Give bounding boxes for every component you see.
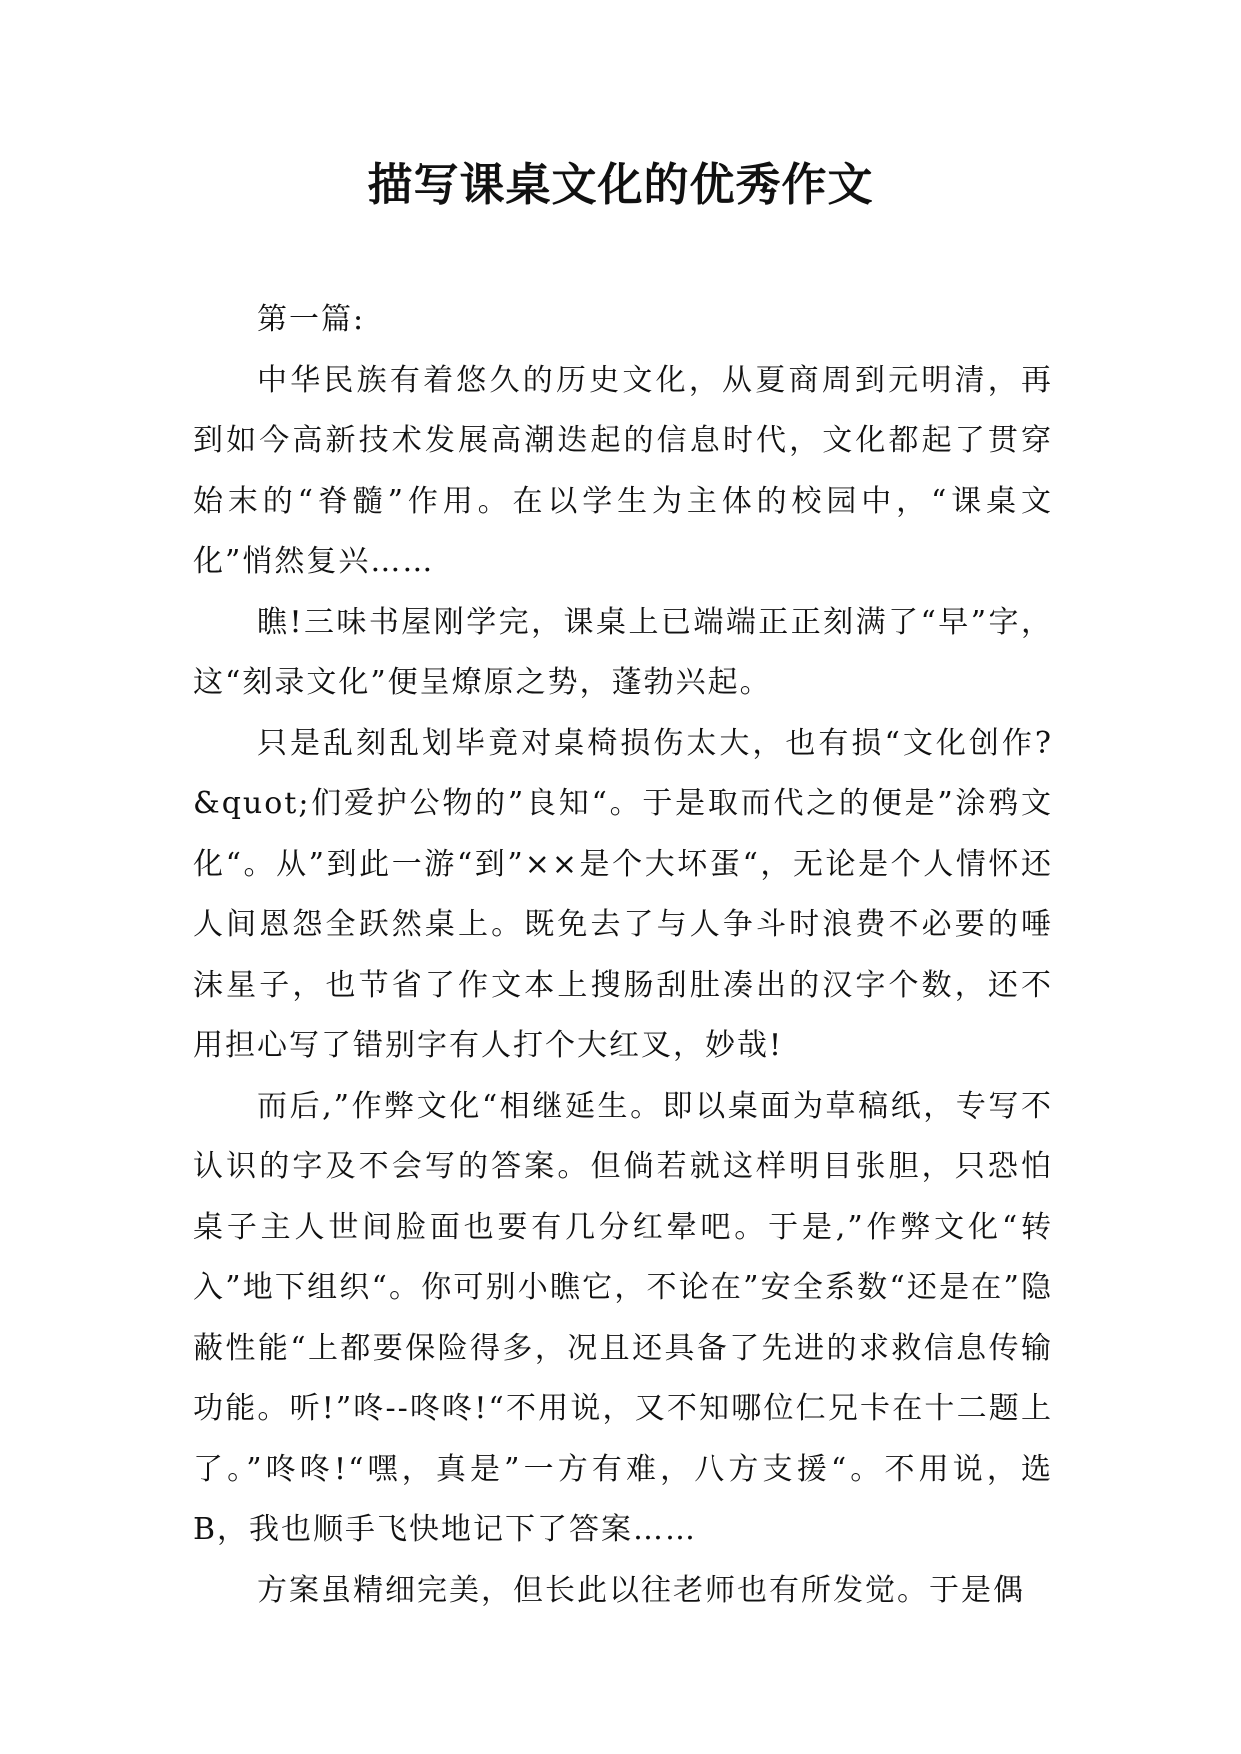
paragraph: 瞧!三味书屋刚学完，课桌上已端端正正刻满了“早”字，这“刻录文化”便呈燎原之势，蓬勃兴起。 [193,604,1053,700]
document-title: 描写课桌文化的优秀作文 [367,158,874,211]
paragraph: 而后,”作弊文化“相继延生。即以桌面为草稿纸，专写不认识的字及不会写的答案。但倘若就这样明目张胆，只恐怕桌子主人世间脸面也要有几分红晕吧。于是,”作弊文化“转入”地下组织“。你可别小瞧它，不论在”安全系数“还是在”隐蔽性能“上都要保险得多，况且还具备了先进的求救信息传输功能。听!”咚--咚咚!“不用说，又不知哪位仁兄卡在十二题上了。”咚咚!“嘿，真是”一方有难，八方支援“。不用说，选B，我也顺手飞快地记下了答案…… [193,1088,1053,1547]
section-label: 第一篇: [257,302,366,337]
paragraph: 中华民族有着悠久的历史文化，从夏商周到元明清，再到如今高新技术发展高潮迭起的信息时代，文化都起了贯穿始末的“脊髓”作用。在以学生为主体的校园中，“课桌文化”悄然复兴…… [193,362,1053,579]
paragraph: 只是乱刻乱划毕竟对桌椅损伤太大，也有损“文化创作?&quot;们爱护公物的”良知“。于是取而代之的便是”涂鸦文化“。从”到此一游“到”××是个大坏蛋“，无论是个人情怀还人间恩怨全跃然桌上。既免去了与人争斗时浪费不必要的唾沫星子，也节省了作文本上搜肠刮肚凑出的汉字个数，还不用担心写了错别字有人打个大红叉，妙哉! [193,725,1053,1063]
paragraph: 方案虽精细完美，但长此以往老师也有所发觉。于是偶 [257,1572,1025,1608]
document-body [193,290,1053,1621]
